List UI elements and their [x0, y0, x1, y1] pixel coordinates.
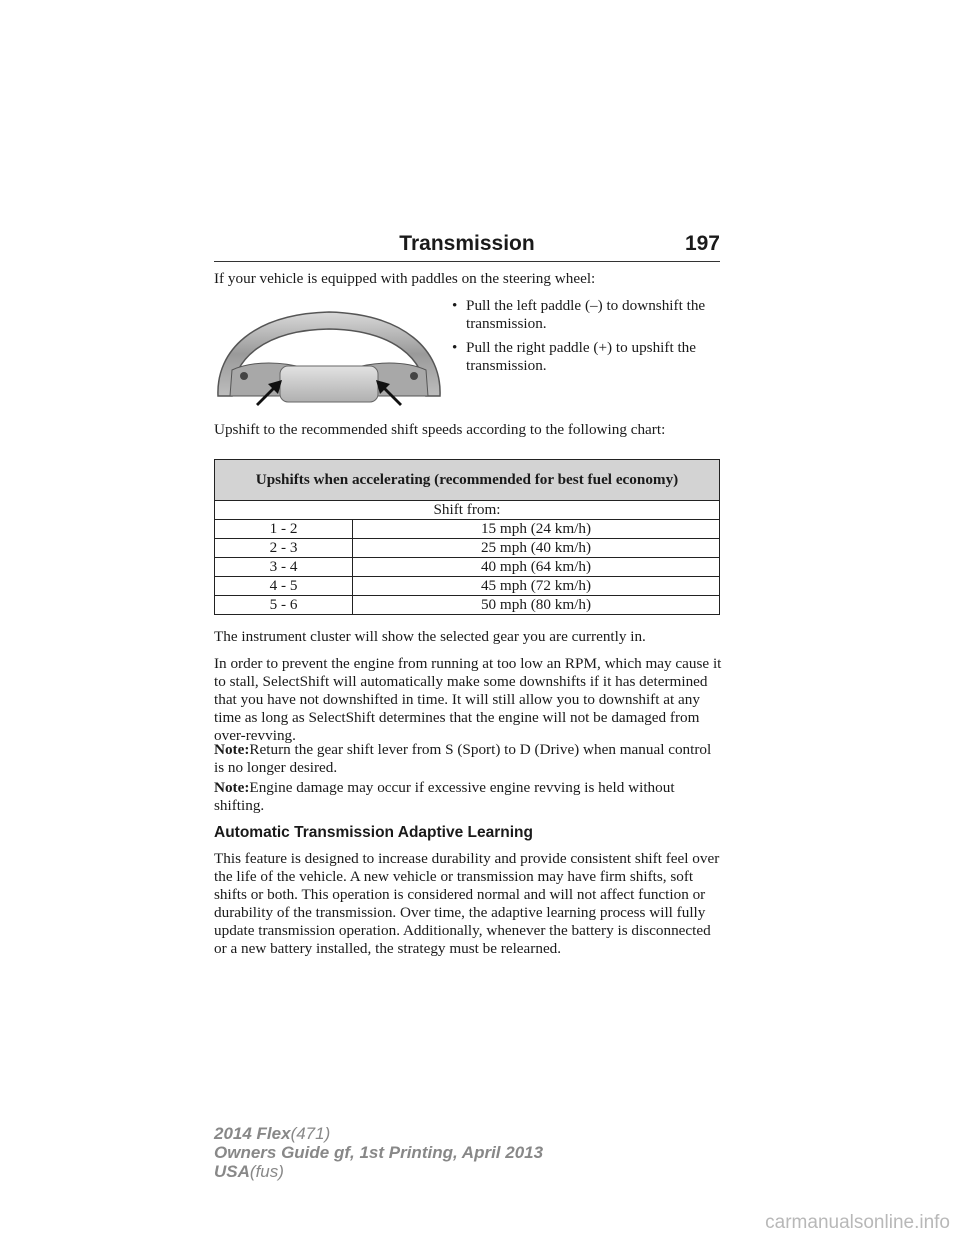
header-rule	[214, 261, 720, 262]
list-item: • Pull the right paddle (+) to upshift the transmission.	[452, 339, 697, 374]
table-row: 2 - 3 25 mph (40 km/h)	[215, 539, 720, 558]
table-header: Upshifts when accelerating (recommended for best fuel economy)	[215, 460, 720, 501]
watermark[interactable]: carmanualsonline.info	[765, 1212, 950, 1233]
list-item: • Pull the left paddle (–) to downshift the transmission.	[452, 297, 706, 332]
bullet-icon: •	[452, 339, 458, 356]
table-row: 4 - 5 45 mph (72 km/h)	[215, 577, 720, 596]
page-footer: 2014 Flex(471) Owners Guide gf, 1st Printing, April 2013 USA(fus)	[214, 1124, 544, 1181]
rpm-paragraph: In order to prevent the engine from running at too low an RPM, which may cause it to stall, SelectShift will automatically make some downshifts if it has determined that you have not downshifted in time. It will still allow you to downshift at any time as long as SelectShift determines that the engine will not be damaged from over-revving.	[214, 655, 722, 744]
note-label: Note:	[214, 779, 250, 796]
page-number: 197	[684, 232, 720, 255]
note-engine-damage: Note:Engine damage may occur if excessive engine revving is held without shifting.	[214, 779, 675, 814]
adaptive-learning-paragraph: This feature is designed to increase durability and provide consistent shift feel over the life of the vehicle. A new vehicle or transmission may have firm shifts, soft shifts or both. This operation is considered normal and will not affect function or durability of the transmission. Over time, the adaptive learning process will fully update transmission operation. Additionally, whenever the battery is disconnected or a new battery installed, the strategy must be relearned.	[214, 850, 720, 957]
cluster-paragraph: The instrument cluster will show the selected gear you are currently in.	[214, 628, 646, 645]
note-label: Note:	[214, 741, 250, 758]
page-header	[214, 228, 720, 262]
note-sport-drive: Note:Return the gear shift lever from S (Sport) to D (Drive) when manual control is no longer desired.	[214, 741, 712, 776]
upshift-table	[214, 459, 720, 615]
intro-text: If your vehicle is equipped with paddles on the steering wheel:	[214, 270, 596, 287]
steering-wheel-paddles-illustration	[214, 300, 444, 408]
section-heading: Automatic Transmission Adaptive Learning	[214, 824, 533, 841]
table-row: 5 - 6 50 mph (80 km/h)	[215, 596, 720, 615]
bullet-icon: •	[452, 297, 458, 314]
chart-intro-text: Upshift to the recommended shift speeds according to the following chart:	[214, 421, 666, 438]
steering-wheel-icon	[214, 300, 444, 408]
paddle-bullet-list	[452, 297, 722, 381]
section-title: Transmission	[399, 232, 535, 255]
table-subheader: Shift from:	[215, 501, 720, 520]
table-row: 3 - 4 40 mph (64 km/h)	[215, 558, 720, 577]
table-row: 1 - 2 15 mph (24 km/h)	[215, 520, 720, 539]
